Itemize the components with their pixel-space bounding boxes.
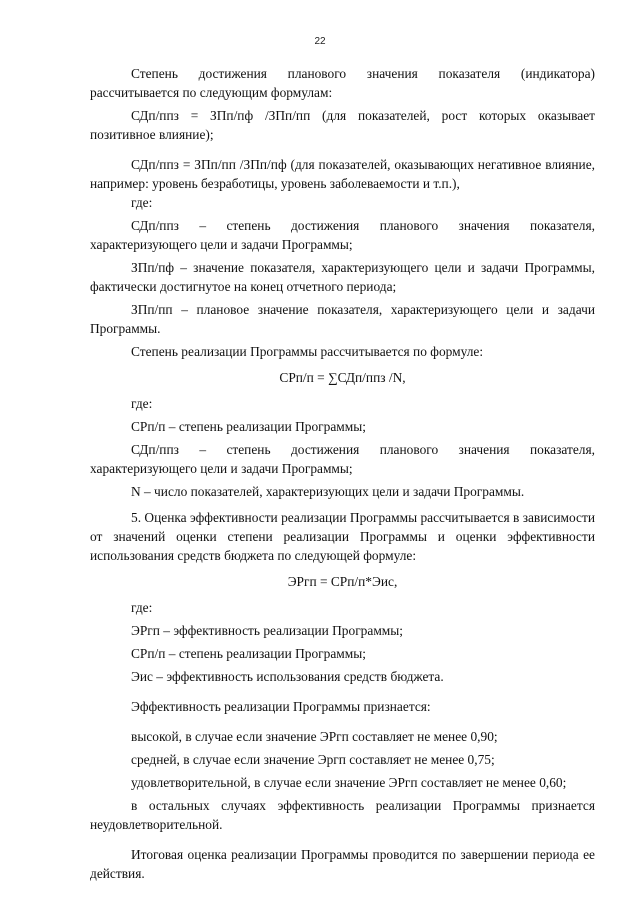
paragraph: СРп/п – степень реализации Программы; <box>131 419 366 434</box>
paragraph: ЗПп/пф – значение показателя, характеризующего цели и задачи Программы, фактически достигнутое на конец отчетного периода; <box>90 260 595 294</box>
paragraph: СДп/ппз = ЗПп/пф /ЗПп/пп (для показателей, рост которых оказывает позитивное влияние); <box>90 108 595 142</box>
paragraph: СДп/ппз – степень достижения планового значения показателя, характеризующего цели и задачи Программы; <box>90 218 595 252</box>
paragraph: где: <box>131 600 153 615</box>
paragraph: ЭРгп – эффективность реализации Программы; <box>131 623 403 638</box>
paragraph: ЗПп/пп – плановое значение показателя, характеризующего цели и задачи Программы. <box>90 302 595 336</box>
page-number: 22 <box>314 36 326 47</box>
paragraph: N – число показателей, характеризующих цели и задачи Программы. <box>131 484 525 499</box>
paragraph: Степень реализации Программы рассчитывается по формуле: <box>131 344 484 359</box>
paragraph: 5. Оценка эффективности реализации Программы рассчитывается в зависимости от значений оценки степени реализации Программы и оценки эффективности использования средств бюджета по следующей формуле: <box>90 510 595 563</box>
paragraph: средней, в случае если значение Эргп составляет не менее 0,75; <box>131 752 495 767</box>
paragraph: Эис – эффективность использования средств бюджета. <box>131 669 444 684</box>
paragraph: СРп/п – степень реализации Программы; <box>131 646 366 661</box>
paragraph: СДп/ппз – степень достижения планового значения показателя, характеризующего цели и задачи Программы; <box>90 442 595 476</box>
paragraph: Степень достижения планового значения показателя (индикатора) рассчитывается по следующим формулам: <box>90 66 595 100</box>
paragraph: СДп/ппз = ЗПп/пп /ЗПп/пф (для показателей, оказывающих негативное влияние, например: уровень безработицы, уровень заболеваемости и т.п.), <box>90 157 595 191</box>
paragraph: где: <box>131 396 153 411</box>
formula: СРп/п = ∑СДп/ппз /N, <box>279 370 406 385</box>
paragraph: высокой, в случае если значение ЭРгп составляет не менее 0,90; <box>131 729 498 744</box>
paragraph: Итоговая оценка реализации Программы проводится по завершении периода ее действия. <box>90 847 595 881</box>
paragraph: Эффективность реализации Программы признается: <box>131 699 431 714</box>
document-body <box>90 64 595 883</box>
paragraph: где: <box>131 195 153 210</box>
paragraph: в остальных случаях эффективность реализации Программы признается неудовлетворительной. <box>90 798 595 832</box>
formula: ЭРгп = СРп/п*Эис, <box>287 574 398 589</box>
paragraph: удовлетворительной, в случае если значение ЭРгп составляет не менее 0,60; <box>131 775 567 790</box>
